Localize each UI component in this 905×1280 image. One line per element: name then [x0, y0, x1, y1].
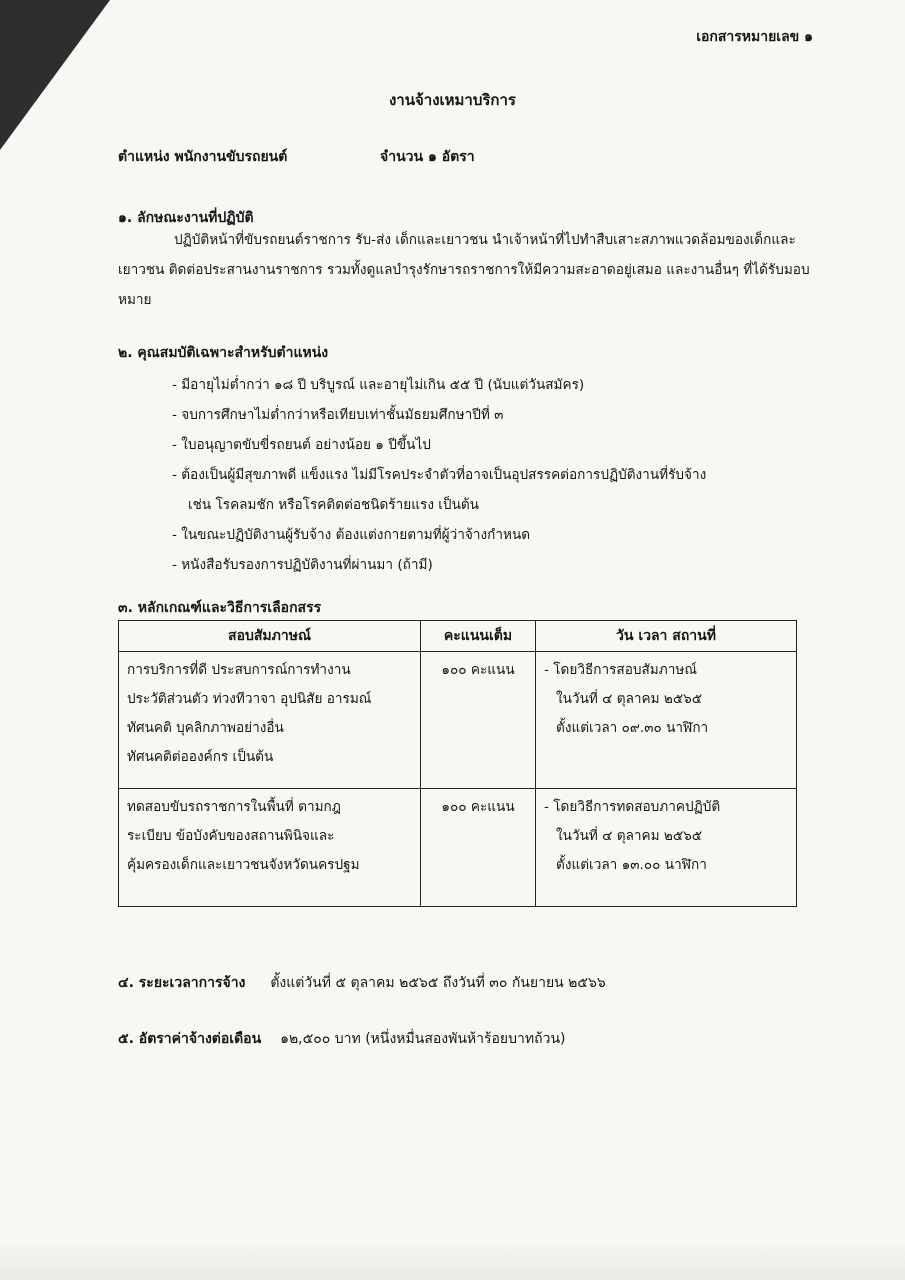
employment-period-line	[118, 972, 606, 994]
schedule-line: - โดยวิธีการสอบสัมภาษณ์	[544, 662, 697, 678]
header-full-score: คะแนนเต็ม	[421, 621, 536, 652]
list-item: - ใบอนุญาตขับขี่รถยนต์ อย่างน้อย ๑ ปีขึ้นไป	[172, 437, 431, 453]
list-item: - มีอายุไม่ต่ำกว่า ๑๘ ปี บริบูรณ์ และอายุไม่เกิน ๕๕ ปี (นับแต่วันสมัคร)	[172, 377, 585, 393]
criteria-line: ระเบียบ ข้อบังคับของสถานพินิจและ	[127, 828, 335, 844]
criteria-line: การบริการที่ดี ประสบการณ์การทำงาน	[127, 662, 351, 678]
position-count: จำนวน ๑ อัตรา	[380, 149, 475, 165]
schedule-line: ในวันที่ ๔ ตุลาคม ๒๕๖๕	[556, 828, 703, 844]
list-item-continuation: เช่น โรคลมชัก หรือโรคติดต่อชนิดร้ายแรง เป็นต้น	[188, 497, 479, 513]
criteria-cell	[119, 652, 421, 789]
qualification-list	[172, 370, 706, 580]
monthly-wage-label: ๕. อัตราค่าจ้างต่อเดือน	[118, 1031, 262, 1047]
monthly-wage-value: ๑๒,๕๐๐ บาท (หนึ่งหมื่นสองพันห้าร้อยบาทถ้วน)	[280, 1031, 566, 1047]
header-schedule: วัน เวลา สถานที่	[536, 621, 797, 652]
schedule-line: ในวันที่ ๔ ตุลาคม ๒๕๖๕	[556, 691, 703, 707]
schedule-line: ตั้งแต่เวลา ๑๓.๐๐ นาฬิกา	[556, 857, 707, 873]
employment-period-label: ๔. ระยะเวลาการจ้าง	[118, 975, 246, 991]
section2-heading: ๒. คุณสมบัติเฉพาะสำหรับตำแหน่ง	[118, 345, 329, 361]
list-item: - ต้องเป็นผู้มีสุขภาพดี แข็งแรง ไม่มีโรคประจำตัวที่อาจเป็นอุปสรรคต่อการปฏิบัติงานที่รับจ้าง	[172, 467, 707, 483]
score-cell: ๑๐๐ คะแนน	[421, 789, 536, 907]
criteria-line: ประวัติส่วนตัว ท่วงทีวาจา อุปนิสัย อารมณ์	[127, 691, 372, 707]
table-header-row	[119, 621, 797, 652]
criteria-line: ทัศนคติ บุคลิกภาพอย่างอื่น	[127, 720, 284, 736]
schedule-cell	[536, 652, 797, 789]
list-item: - หนังสือรับรองการปฏิบัติงานที่ผ่านมา (ถ้ามี)	[172, 557, 433, 573]
list-item: - จบการศึกษาไม่ต่ำกว่าหรือเทียบเท่าชั้นมัธยมศึกษาปีที่ ๓	[172, 407, 504, 423]
section1-heading: ๑. ลักษณะงานที่ปฏิบัติ	[118, 210, 254, 226]
scan-bottom-shade	[0, 1240, 905, 1280]
document-title: งานจ้างเหมาบริการ	[388, 91, 516, 109]
position-line	[118, 146, 475, 168]
position-label: ตำแหน่ง พนักงานขับรถยนต์	[118, 149, 288, 165]
criteria-line: ทดสอบขับรถราชการในพื้นที่ ตามกฎ	[127, 799, 341, 815]
criteria-cell	[119, 789, 421, 907]
table-row	[119, 789, 797, 907]
employment-period-value: ตั้งแต่วันที่ ๕ ตุลาคม ๒๕๖๕ ถึงวันที่ ๓๐ กันยายน ๒๕๖๖	[270, 975, 606, 991]
section1-body: ปฏิบัติหน้าที่ขับรถยนต์ราชการ รับ-ส่ง เด็กและเยาวชน นำเจ้าหน้าที่ไปทำสืบเสาะสภาพแวดล้อมของเด็กและเยาวชน ติดต่อประสานงานราชการ รวมทั้งดูแลบำรุงรักษารถราชการให้มีความสะอาดอยู่เสมอ และงานอื่นๆ ที่ได้รับมอบหมาย	[118, 232, 810, 308]
schedule-line: - โดยวิธีการทดสอบภาคปฏิบัติ	[544, 799, 721, 815]
document-number: เอกสารหมายเลข ๑	[696, 29, 813, 45]
score-cell: ๑๐๐ คะแนน	[421, 652, 536, 789]
criteria-line: คุ้มครองเด็กและเยาวชนจังหวัดนครปฐม	[127, 857, 360, 873]
schedule-cell	[536, 789, 797, 907]
monthly-wage-line	[118, 1028, 565, 1050]
scan-corner-shadow	[0, 0, 110, 150]
selection-criteria-table	[118, 620, 797, 907]
list-item: - ในขณะปฏิบัติงานผู้รับจ้าง ต้องแต่งกายตามที่ผู้ว่าจ้างกำหนด	[172, 527, 531, 543]
section3-heading: ๓. หลักเกณฑ์และวิธีการเลือกสรร	[118, 600, 322, 616]
table-row	[119, 652, 797, 789]
schedule-line: ตั้งแต่เวลา ๐๙.๓๐ นาฬิกา	[556, 720, 709, 736]
criteria-line: ทัศนคติต่อองค์กร เป็นต้น	[127, 749, 274, 765]
header-interview: สอบสัมภาษณ์	[119, 621, 421, 652]
